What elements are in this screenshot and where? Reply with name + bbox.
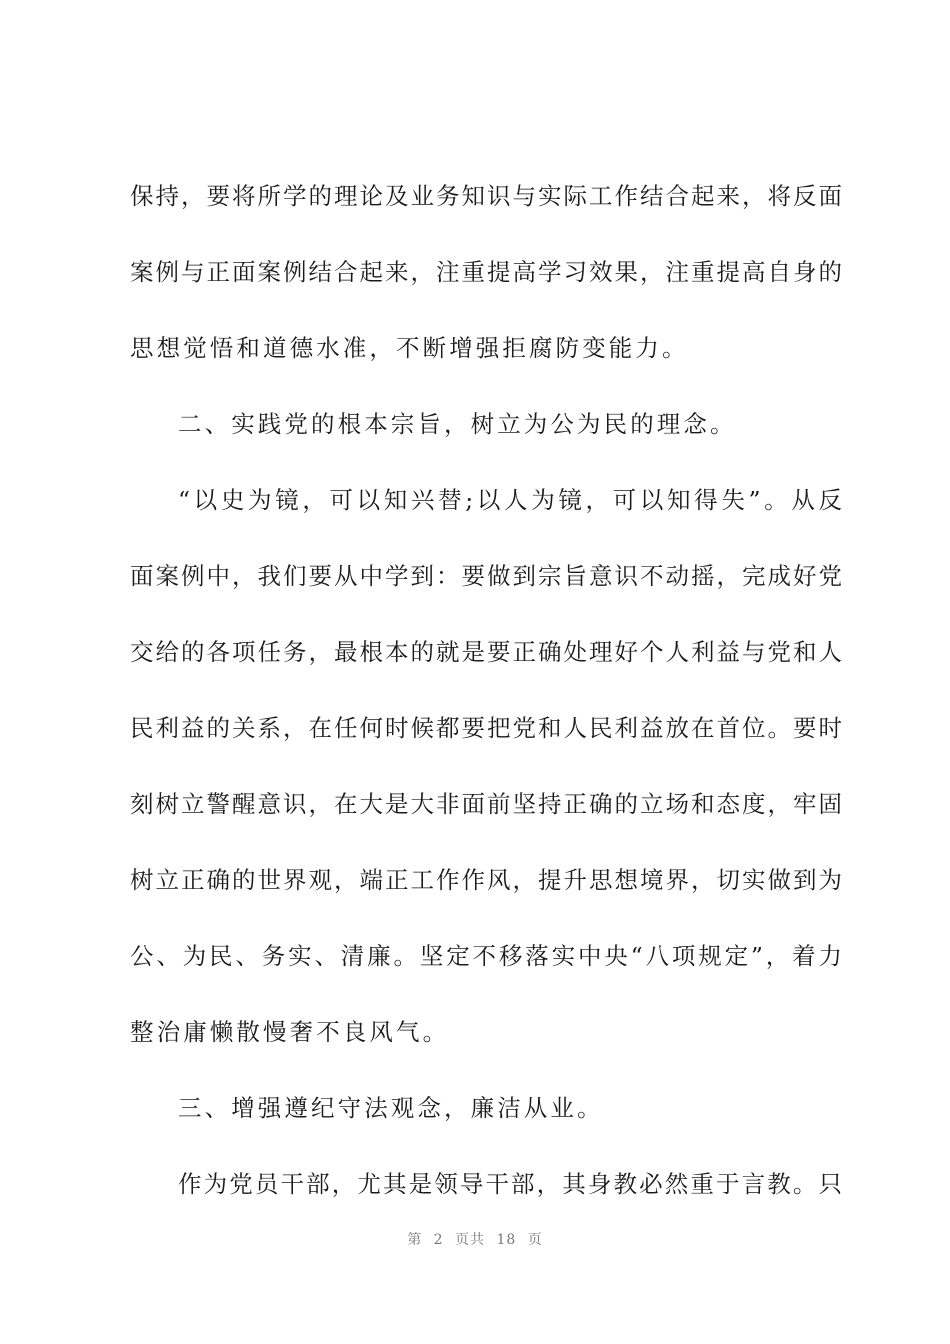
paragraph-line: “以史为镜，可以知兴替;以人为镜，可以知得失”。从反 (178, 486, 842, 514)
paragraph-line: 作为党员干部，尤其是领导干部，其身教必然重于言教。只 (178, 1170, 842, 1198)
page-number-footer: 第 2 页共 18 页 (407, 1232, 543, 1248)
paragraph-line: 交给的各项任务，最根本的就是要正确处理好个人利益与党和人 (130, 638, 842, 666)
section-heading-2: 二、实践党的根本宗旨，树立为公为民的理念。 (178, 410, 737, 438)
paragraph-line: 保持，要将所学的理论及业务知识与实际工作结合起来，将反面 (130, 182, 842, 210)
paragraph-line: 思想觉悟和道德水准，不断增强拒腐防变能力。 (130, 334, 689, 362)
paragraph-line: 公、为民、务实、清廉。坚定不移落实中央“八项规定”，着力 (130, 942, 842, 970)
paragraph-line: 树立正确的世界观，端正工作作风，提升思想境界，切实做到为 (130, 866, 842, 894)
section-heading-3: 三、增强遵纪守法观念，廉洁从业。 (178, 1094, 604, 1122)
paragraph-line: 民利益的关系，在任何时候都要把党和人民利益放在首位。要时 (130, 714, 842, 742)
paragraph-line: 整治庸懒散慢奢不良风气。 (130, 1018, 450, 1046)
paragraph-line: 刻树立警醒意识，在大是大非面前坚持正确的立场和态度，牢固 (130, 790, 842, 818)
paragraph-line: 案例与正面案例结合起来，注重提高学习效果，注重提高自身的 (130, 258, 842, 286)
paragraph-line: 面案例中，我们要从中学到：要做到宗旨意识不动摇，完成好党 (130, 562, 842, 590)
